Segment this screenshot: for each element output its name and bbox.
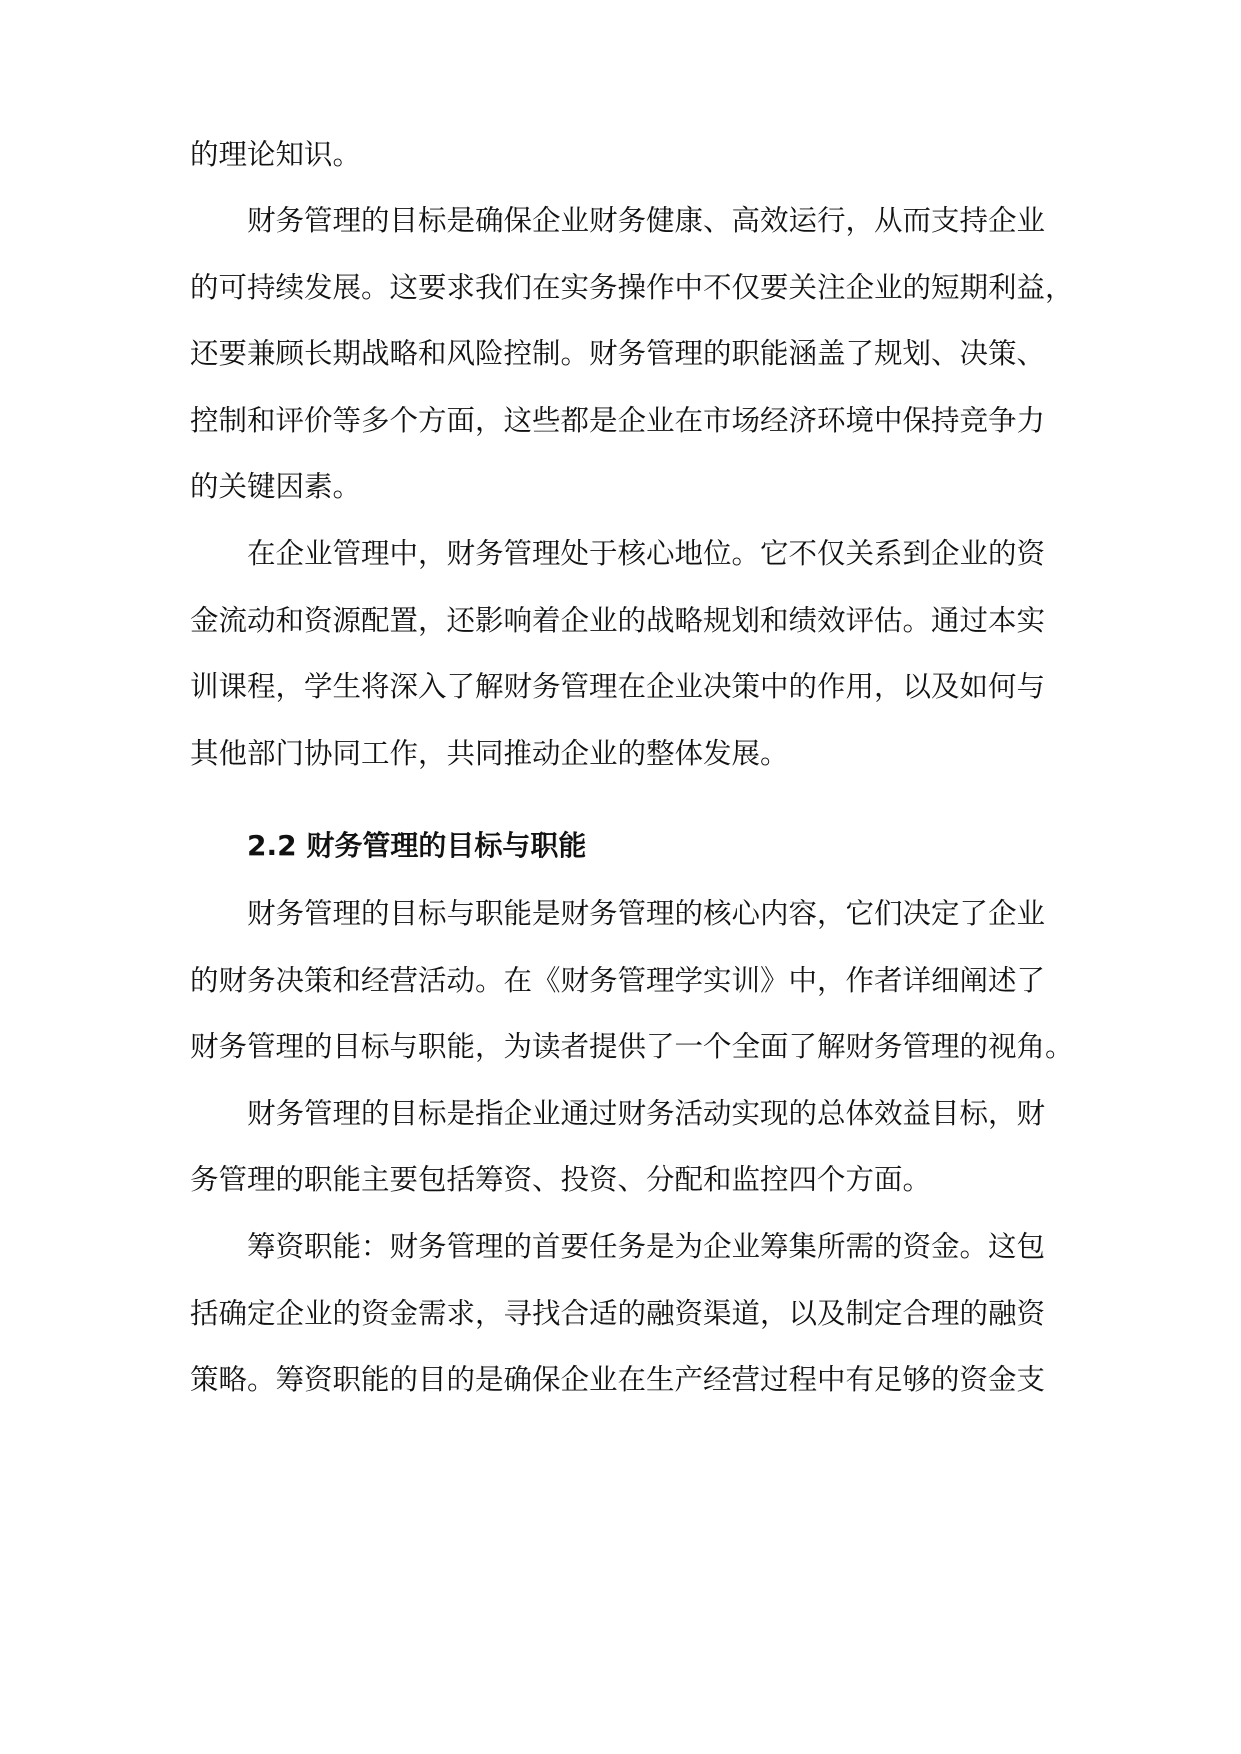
text-line: 控制和评价等多个方面，这些都是企业在市场经济环境中保持竞争力 [190,404,1046,437]
text-line: 还要兼顾长期战略和风险控制。财务管理的职能涵盖了规划、决策、 [190,337,1046,370]
text-line: 策略。筹资职能的目的是确保企业在生产经营过程中有足够的资金支 [190,1363,1046,1396]
paragraph-first-line: 财务管理的目标是指企业通过财务活动实现的总体效益目标，财 [247,1097,1046,1130]
section-heading: 2.2 财务管理的目标与职能 [247,829,587,862]
text-line: 的可持续发展。这要求我们在实务操作中不仅要关注企业的短期利益， [190,271,1074,304]
paragraph-first-line: 在企业管理中，财务管理处于核心地位。它不仅关系到企业的资 [247,537,1046,570]
paragraph-first-line: 财务管理的目标是确保企业财务健康、高效运行，从而支持企业 [247,204,1046,237]
paragraph-first-line: 筹资职能：财务管理的首要任务是为企业筹集所需的资金。这包 [247,1230,1046,1263]
text-line: 金流动和资源配置，还影响着企业的战略规划和绩效评估。通过本实 [190,604,1046,637]
paragraph-first-line: 财务管理的目标与职能是财务管理的核心内容，它们决定了企业 [247,897,1046,930]
text-line: 训课程，学生将深入了解财务管理在企业决策中的作用，以及如何与 [190,670,1046,703]
text-line: 的理论知识。 [190,138,362,171]
text-line: 括确定企业的资金需求，寻找合适的融资渠道，以及制定合理的融资 [190,1297,1046,1330]
text-line: 的关键因素。 [190,470,362,503]
text-line: 财务管理的目标与职能，为读者提供了一个全面了解财务管理的视角。 [190,1030,1074,1063]
text-line: 其他部门协同工作，共同推动企业的整体发展。 [190,737,789,770]
text-line: 务管理的职能主要包括筹资、投资、分配和监控四个方面。 [190,1163,932,1196]
text-line: 的财务决策和经营活动。在《财务管理学实训》中，作者详细阐述了 [190,964,1046,997]
